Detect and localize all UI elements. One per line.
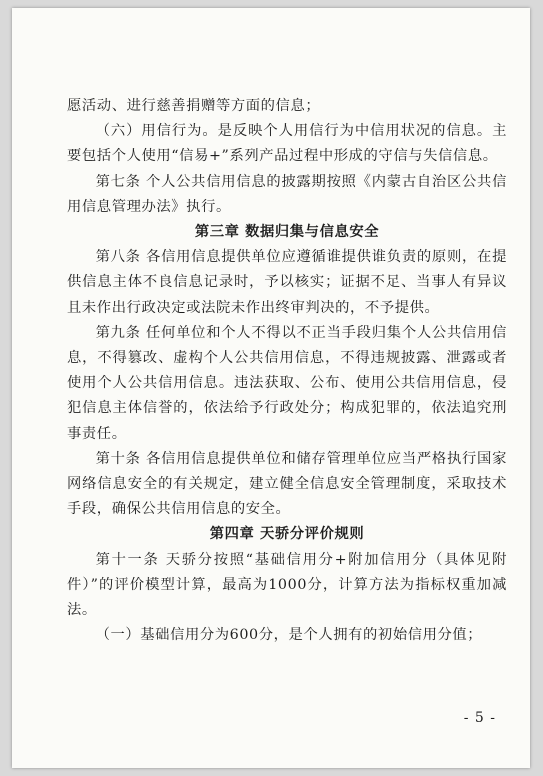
paragraph-continuation: 愿活动、进行慈善捐赠等方面的信息； <box>67 98 321 114</box>
chapter-heading-3: 第三章 数据归集与信息安全 <box>194 224 380 241</box>
document-body <box>67 94 507 648</box>
chapter-heading-4: 第四章 天骄分评价规则 <box>209 526 365 543</box>
page-number: - 5 - <box>463 710 496 726</box>
paragraph-article-9: 第九条 任何单位和个人不得以不正当手段归集个人公共信用信息，不得篡改、虚构个人公共信用信息，不得违规披露、泄露或者使用个人公共信用信息。违法获取、公布、使用公共信用信息，侵犯信息主体信誉的，依法给予行政处分；构成犯罪的，依法追究刑事责任。 <box>67 324 507 442</box>
paragraph-article-10: 第十条 各信用信息提供单位和储存管理单位应当严格执行国家网络信息安全的有关规定，建立健全信息安全管理制度，采取技术手段，确保公共信用信息的安全。 <box>67 450 507 518</box>
document-page <box>12 8 530 768</box>
paragraph-article-8: 第八条 各信用信息提供单位应遵循谁提供谁负责的原则，在提供信息主体不良信息记录时，予以核实；证据不足、当事人有异议且未作出行政决定或法院未作出终审判决的，不予提供。 <box>67 249 507 316</box>
paragraph-article-7: 第七条 个人公共信用信息的披露期按照《内蒙古自治区公共信用信息管理办法》执行。 <box>67 173 507 215</box>
paragraph-credit-usage: （六）用信行为。是反映个人用信行为中信用状况的信息。主要包括个人使用“信易+”系列产品过程中形成的守信与失信信息。 <box>67 123 507 165</box>
paragraph-article-11: 第十一条 天骄分按照“基础信用分+附加信用分（具体见附件）”的评价模型计算，最高为1000分，计算方法为指标权重加减法。 <box>67 551 507 619</box>
paragraph-basic-score: （一）基础信用分为600分，是个人拥有的初始信用分值； <box>95 627 483 644</box>
